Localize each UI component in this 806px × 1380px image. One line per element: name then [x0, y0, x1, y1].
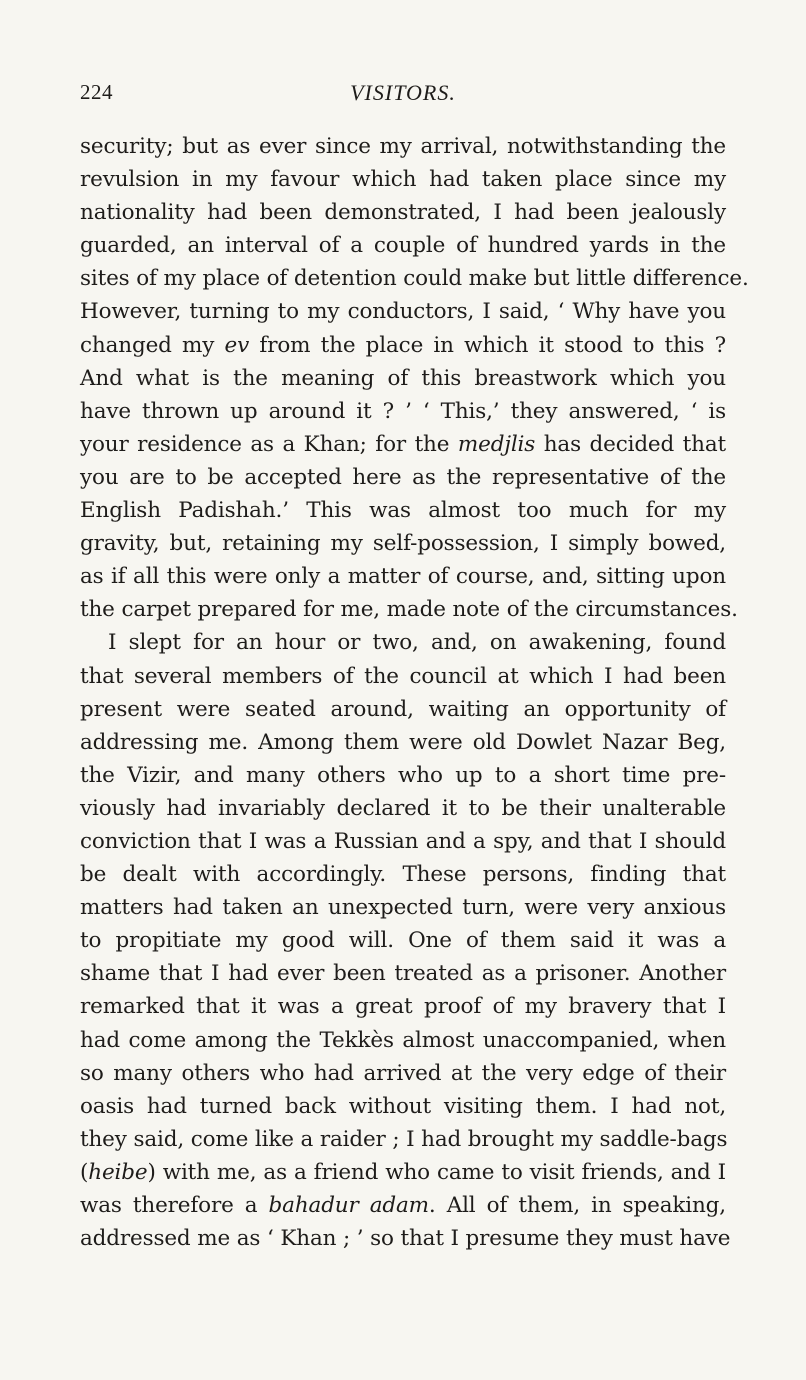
text-line: that several members of the council at which I had been	[80, 663, 726, 689]
text-line: have thrown up around it ? ’ ‘ This,’ they answered, ‘ is	[80, 398, 726, 424]
foreign-word: heibe	[88, 1159, 148, 1185]
text-line	[80, 329, 726, 362]
text-line: they said, come like a raider ; I had brought my saddle-bags	[80, 1126, 728, 1152]
text-line: And what is the meaning of this breastwork which you	[80, 365, 726, 391]
text-line: sites of my place of detention could make but little difference.	[80, 266, 749, 292]
text-line: matters had taken an unexpected turn, were very anxious	[80, 895, 726, 921]
foreign-word: ev	[224, 332, 250, 358]
text-line: addressed me as ‘ Khan ; ’ so that I presume they must have	[80, 1226, 731, 1252]
text-run: has decided that	[535, 431, 727, 457]
text-line: nationality had been demonstrated, I had been jealously	[80, 200, 726, 226]
text-line: you are to be accepted here as the representative of the	[80, 464, 726, 490]
text-line: viously had invariably declared it to be their unalterable	[80, 795, 726, 821]
text-line: conviction that I was a Russian and a spy, and that I should	[80, 828, 726, 854]
text-line: so many others who had arrived at the very edge of their	[80, 1060, 726, 1086]
text-run: . All of them, in speaking,	[428, 1193, 726, 1218]
page-number: 224	[80, 80, 113, 104]
text-line: revulsion in my favour which had taken place since my	[80, 167, 726, 193]
text-line: as if all this were only a matter of course, and, sitting upon	[80, 564, 726, 590]
text-line: I slept for an hour or two, and, on awakening, found	[108, 630, 726, 656]
text-line: security; but as ever since my arrival, notwithstanding the	[80, 134, 726, 159]
text-line	[80, 1189, 726, 1222]
text-line: oasis had turned back without visiting them. I had not,	[80, 1093, 726, 1119]
text-run: was therefore a	[80, 1193, 269, 1218]
text-line: to propitiate my good will. One of them said it was a	[80, 928, 726, 954]
running-head	[80, 80, 726, 112]
text-line: shame that I had ever been treated as a prisoner. Another	[80, 961, 726, 987]
foreign-word: bahadur adam	[268, 1193, 429, 1218]
text-line: be dealt with accordingly. These persons, finding that	[80, 862, 726, 888]
text-line: guarded, an interval of a couple of hundred yards in the	[80, 233, 726, 259]
text-line	[80, 428, 726, 461]
text-run: (	[80, 1159, 89, 1185]
text-run: from the place in which it stood to this ?	[249, 332, 727, 358]
foreign-word: medjlis	[457, 431, 536, 457]
text-line: had come among the Tekkès almost unaccompanied, when	[80, 1027, 726, 1053]
text-line: the carpet prepared for me, made note of the circumstances.	[80, 597, 738, 623]
text-line: remarked that it was a great proof of my bravery that I	[80, 994, 726, 1020]
text-line: present were seated around, waiting an opportunity of	[80, 696, 726, 722]
body-text	[80, 130, 749, 1255]
text-run: ) with me, as a friend who came to visit friends, and I	[147, 1159, 726, 1185]
text-line: addressing me. Among them were old Dowlet Nazar Beg,	[80, 729, 726, 755]
text-run: your residence as a Khan; for the	[80, 431, 458, 457]
text-line: However, turning to my conductors, I said, ‘ Why have you	[80, 299, 726, 325]
text-line	[80, 1156, 726, 1189]
text-line: the Vizir, and many others who up to a short time pre-	[80, 762, 726, 788]
text-run: changed my	[80, 332, 225, 358]
running-title: VISITORS.	[350, 80, 456, 105]
text-line: English Padishah.’ This was almost too much for my	[80, 498, 726, 524]
text-line: gravity, but, retaining my self-possession, I simply bowed,	[80, 531, 726, 557]
